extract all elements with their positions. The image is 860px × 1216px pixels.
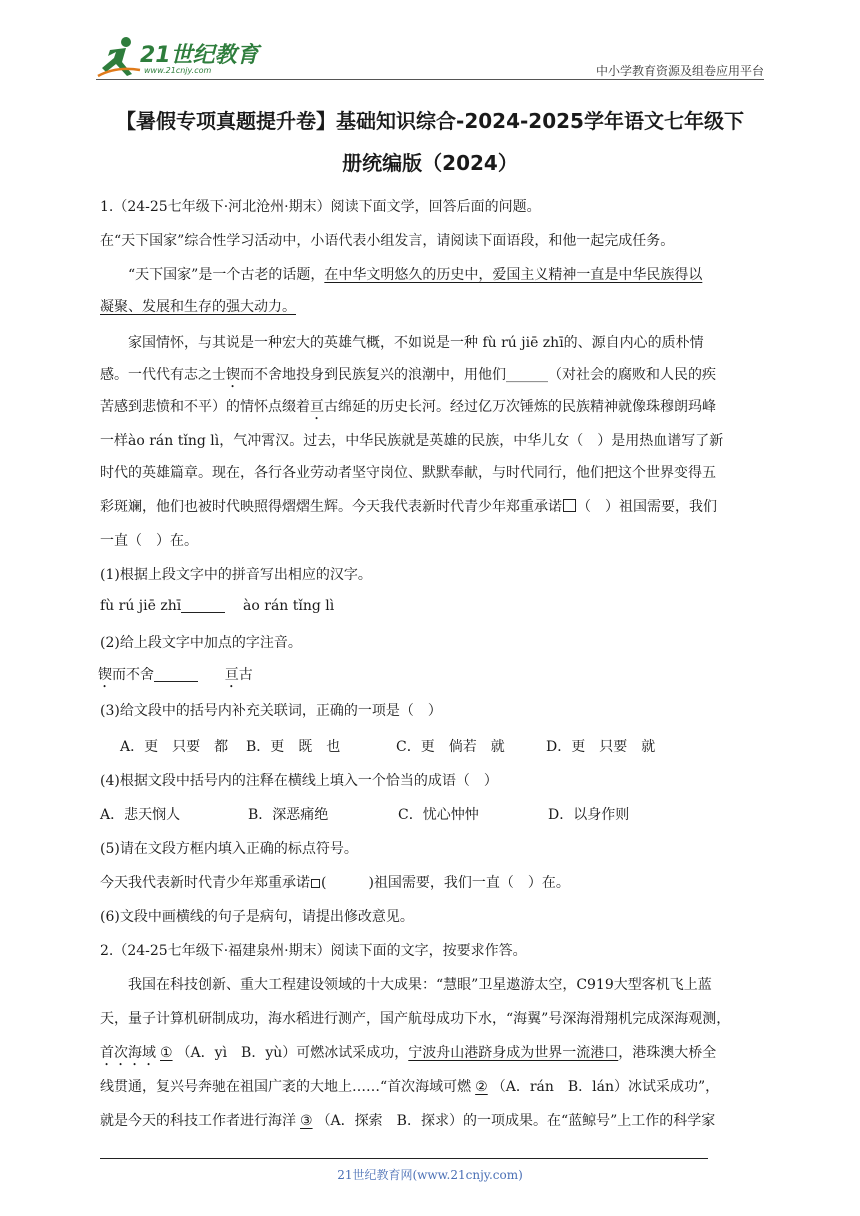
dotted-char: 亘 xyxy=(224,667,239,683)
q1-sub1-items xyxy=(100,598,334,614)
q1-sub5-line xyxy=(100,872,570,892)
document-title xyxy=(96,100,764,184)
site-logo xyxy=(96,36,266,78)
dotted-char-gen: 亘 xyxy=(310,399,324,415)
q1-para2-line5: 时代的英雄篇章。现在，各行各业劳动者坚守岗位、默默奉献，与时代同行，他们把这个世界变得五 xyxy=(100,465,716,481)
punctuation-box[interactable] xyxy=(563,499,576,512)
q2-line5 xyxy=(100,1110,715,1130)
option-c[interactable]: C．更 倘若 就 xyxy=(396,739,505,755)
text: 而不舍地投身到民族复兴的浪潮中，用他们______（对社会的腐败和人民的疾 xyxy=(240,367,716,383)
para1-text: “天下国家”是一个古老的话题， xyxy=(128,267,325,283)
dotted-char: 锲 xyxy=(98,667,112,683)
q1-para2-line4: 一样ào rán tǐng lì，气冲霄汉。过去，中华民族就是英雄的民族，中华儿女（ ）是用热血谱写了新 xyxy=(100,433,724,449)
logo-text: 21世纪教育 xyxy=(140,43,259,68)
q1-para2-line3 xyxy=(100,396,716,423)
pinyin-2: ào rán tǐng lì xyxy=(243,598,335,614)
underlined-sentence-end: 凝聚、发展和生存的强大动力。 xyxy=(100,299,296,315)
q2-line3 xyxy=(100,1042,716,1069)
text: 线贯通，复兴号奔驰在祖国广袤的大地上……“首次海域可燃 xyxy=(100,1079,472,1095)
q1-sub4-options xyxy=(100,804,629,824)
q1-para2-line6 xyxy=(100,496,717,516)
underlined-sentence: 宁波舟山港跻身成为世界一流港口 xyxy=(408,1045,619,1061)
q1-intro: 在“天下国家”综合性学习活动中，小语代表小组发言，请阅读下面语段，和他一起完成任务。 xyxy=(100,233,675,249)
option-b[interactable]: B．更 既 也 xyxy=(246,739,341,755)
underlined-sentence: 在中华文明悠久的历史中，爱国主义精神一直是中华民族得以 xyxy=(324,267,703,283)
page-footer: 21世纪教育网(www.21cnjy.com) xyxy=(337,1168,523,1182)
option-d[interactable]: D．以身作则 xyxy=(548,807,630,823)
q1-sub5: (5)请在文段方框内填入正确的标点符号。 xyxy=(100,841,358,857)
q1-sub3-options xyxy=(120,736,655,756)
pinyin-1: fù rú jiē zhī xyxy=(100,598,182,614)
option-a[interactable]: A．悲天悯人 xyxy=(100,807,181,823)
q2-heading: 2.（24-25七年级下·福建泉州·期末）阅读下面的文字，按要求作答。 xyxy=(100,943,527,959)
q1-sub3: (3)给文段中的括号内补充关联词，正确的一项是（ ） xyxy=(100,703,442,719)
q2-line1: 我国在科技创新、重大工程建设领域的十大成果：“慧眼”卫星遨游太空，C919大型客机飞上蓝 xyxy=(128,977,712,993)
q2-line2: 天，量子计算机研制成功，海水稻进行测产，国产航母成功下水，“海翼”号深海滑翔机完成深海观测， xyxy=(100,1011,731,1027)
blank-marker-2[interactable]: ② xyxy=(475,1079,488,1095)
blank-marker-3[interactable]: ③ xyxy=(300,1113,313,1129)
text: ，港珠澳大桥全 xyxy=(618,1045,717,1061)
text: 古绵延的历史长河。经过亿万次锤炼的民族精神就像珠穆朗玛峰 xyxy=(324,399,716,415)
text: （A．yì B．yù）可燃冰试采成功， xyxy=(176,1045,409,1061)
dotted-char-qie: 锲 xyxy=(226,367,240,383)
q1-sub6: (6)文段中画横线的句子是病句，请提出修改意见。 xyxy=(100,909,414,925)
title-line-2: 册统编版（2024） xyxy=(342,151,518,175)
q1-para2-line1: 家国情怀，与其说是一种宏大的英雄气概，不如说是一种 fù rú jiē zhī的、源自内心的质朴情 xyxy=(128,335,704,351)
text: 就是今天的科技工作者进行海洋 xyxy=(100,1113,296,1129)
text: （A．rán B．lán）冰试采成功”， xyxy=(491,1079,720,1095)
q1-sub4: (4)根据文段中括号内的注释在横线上填入一个恰当的成语（ ） xyxy=(100,773,498,789)
platform-name: 中小学教育资源及组卷应用平台 xyxy=(595,64,764,78)
text: 彩斑斓，他们也被时代映照得熠熠生辉。今天我代表新时代青少年郑重承诺 xyxy=(100,499,562,515)
blank-marker-1[interactable]: ① xyxy=(160,1045,173,1061)
text: 苦感到悲愤和不平）的情怀点缀着 xyxy=(100,399,310,415)
option-a[interactable]: A．更 只要 都 xyxy=(120,739,229,755)
answer-blank[interactable] xyxy=(154,667,198,682)
q1-sub1: (1)根据上段文字中的拼音写出相应的汉字。 xyxy=(100,567,372,583)
text: （A．探索 B．探求）的一项成果。在“蓝鲸号”上工作的科学家 xyxy=(316,1113,716,1129)
word: 古 xyxy=(238,667,253,683)
q1-heading: 1.（24-25七年级下·河北沧州·期末）阅读下面文学，回答后面的问题。 xyxy=(100,199,541,215)
q1-sub2: (2)给上段文字中加点的字注音。 xyxy=(100,635,302,651)
answer-blank[interactable] xyxy=(181,598,225,613)
header-divider xyxy=(96,79,764,80)
option-d[interactable]: D．更 只要 就 xyxy=(546,739,656,755)
q1-sub2-items xyxy=(98,664,253,691)
option-c[interactable]: C．忧心忡忡 xyxy=(398,807,479,823)
q1-para1-line2 xyxy=(100,296,296,316)
text: 感。一代代有志之士 xyxy=(100,367,226,383)
q1-para2-line2 xyxy=(100,364,716,391)
text: 首次海域 xyxy=(100,1045,156,1061)
page-header xyxy=(96,30,764,80)
text: 今天我代表新时代青少年郑重承诺 xyxy=(100,875,310,891)
option-b[interactable]: B．深恶痛绝 xyxy=(248,807,329,823)
q2-line4 xyxy=(100,1076,719,1096)
title-line-1: 【暑假专项真题提升卷】基础知识综合-2024-2025学年语文七年级下 xyxy=(116,109,744,133)
text: ( )祖国需要，我们一直（ ）在。 xyxy=(321,875,570,891)
runner-icon xyxy=(96,36,142,78)
logo-url: www.21cnjy.com xyxy=(144,66,212,75)
q1-para1-line1 xyxy=(100,264,702,284)
footer-divider xyxy=(100,1158,708,1159)
q1-para2-line7: 一直（ ）在。 xyxy=(100,533,198,549)
word: 而不舍 xyxy=(112,667,154,683)
text: （ ）祖国需要，我们 xyxy=(577,499,717,515)
punctuation-box[interactable] xyxy=(311,879,320,888)
